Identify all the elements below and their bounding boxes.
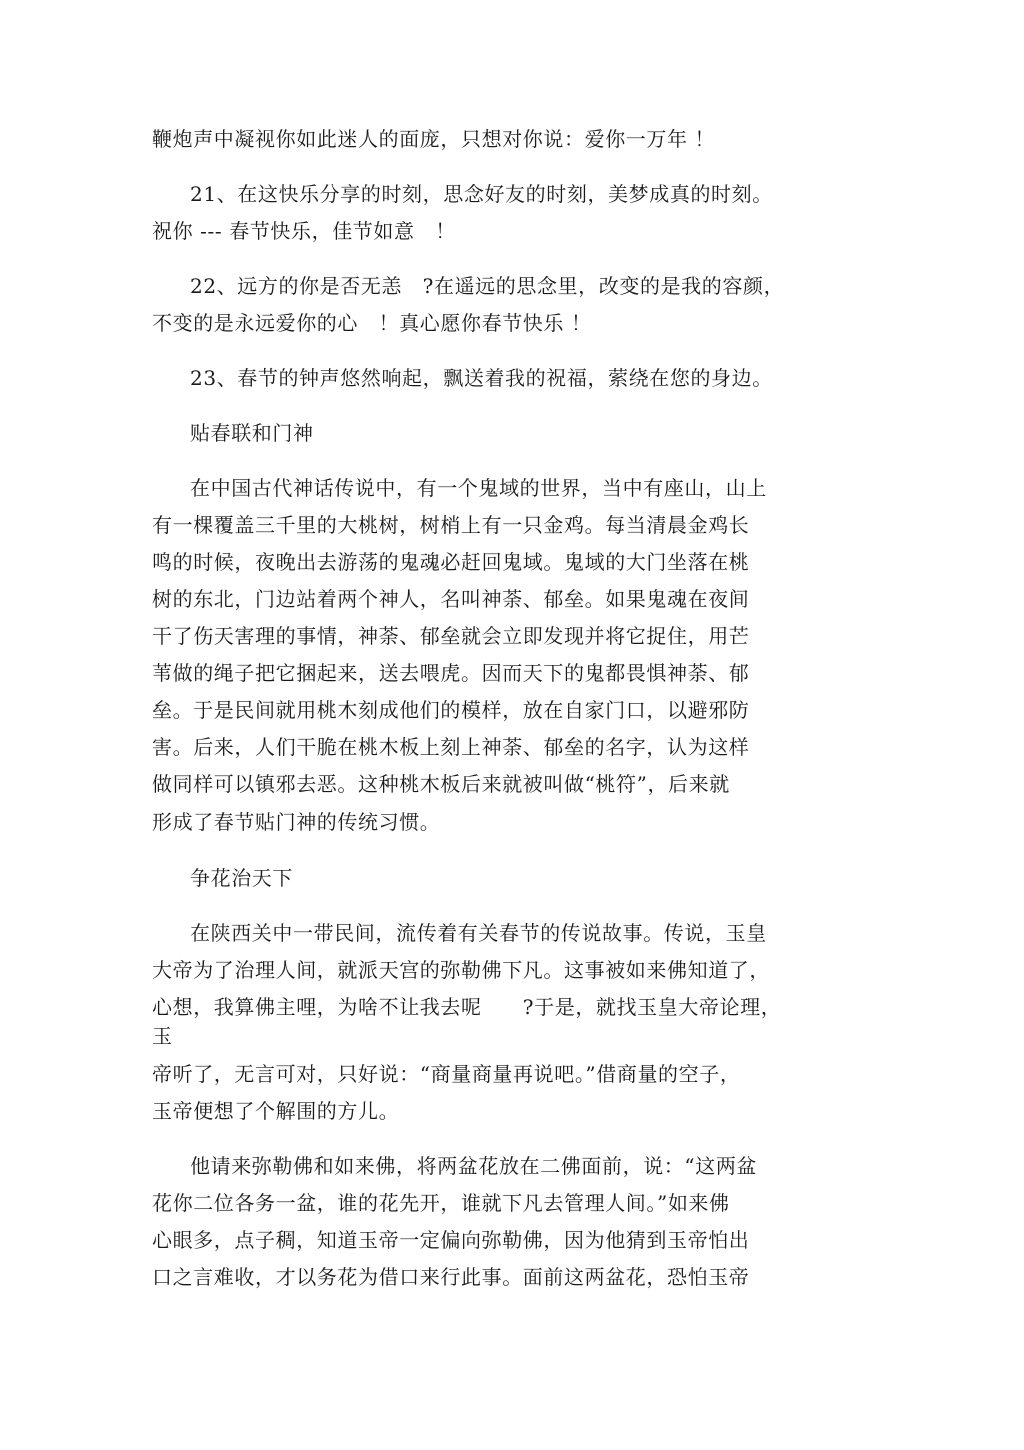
- text-line: 不变的是永远爱你的心 ！真心愿你春节快乐 ！: [152, 311, 592, 335]
- text-line: 口之言难收，才以务花为借口来行此事。面前这两盆花，恐怕玉帝: [152, 1265, 750, 1289]
- text-line: 在中国古代神话传说中，有一个鬼域的世界，当中有座山，山上: [190, 476, 767, 500]
- text-line: 22、远方的你是否无恙 ?在遥远的思念里，改变的是我的容颜，: [190, 274, 785, 298]
- text-line: 鸣的时候，夜晚出去游荡的鬼魂必赶回鬼域。鬼域的大门坐落在桃: [152, 550, 750, 574]
- text-line: 玉: [152, 1024, 173, 1048]
- text-line: 花你二位各务一盆，谁的花先开，谁就下凡去管理人间。”如来佛: [152, 1191, 730, 1215]
- text-line: 大帝为了治理人间，就派天宫的弥勒佛下凡。这事被如来佛知道了，: [152, 958, 770, 982]
- text-line: 心眼多，点子稠，知道玉帝一定偏向弥勒佛，因为他猜到玉帝怕出: [152, 1228, 750, 1252]
- text-line: 有一棵覆盖三千里的大桃树，树梢上有一只金鸡。每当清晨金鸡长: [152, 513, 750, 537]
- section-heading: 贴春联和门神: [190, 421, 314, 445]
- text-line: 垒。于是民间就用桃木刻成他们的模样，放在自家门口，以避邪防: [152, 698, 750, 722]
- section-heading: 争花治天下: [190, 866, 293, 890]
- text-line: 帝听了，无言可对，只好说：“商量商量再说吧。”借商量的空子，: [152, 1062, 741, 1086]
- text-line: 在陕西关中一带民间，流传着有关春节的传说故事。传说，玉皇: [190, 921, 767, 945]
- text-line: 做同样可以镇邪去恶。这种桃木板后来就被叫做“桃符”，后来就: [152, 772, 730, 796]
- text-line: 苇做的绳子把它捆起来，送去喂虎。因而天下的鬼都畏惧神荼、郁: [152, 661, 750, 685]
- text-line: 心想，我算佛主哩，为啥不让我去呢 ?于是，就找玉皇大帝论理，: [152, 995, 782, 1019]
- text-line: 害。后来，人们干脆在桃木板上刻上神荼、郁垒的名字，认为这样: [152, 735, 750, 759]
- text-line: 他请来弥勒佛和如来佛，将两盆花放在二佛面前，说：“这两盆: [190, 1154, 758, 1178]
- text-line: 鞭炮声中凝视你如此迷人的面庞，只想对你说：爱你一万年 ！: [152, 127, 716, 151]
- text-line: 干了伤天害理的事情，神荼、郁垒就会立即发现并将它捉住，用芒: [152, 624, 750, 648]
- text-line: 形成了春节贴门神的传统习惯。: [152, 810, 441, 834]
- text-line: 23、春节的钟声悠然响起，飘送着我的祝福，萦绕在您的身边。: [190, 366, 773, 390]
- text-line: 树的东北，门边站着两个神人，名叫神荼、郁垒。如果鬼魂在夜间: [152, 587, 750, 611]
- text-line: 祝你 --- 春节快乐，佳节如意 ！: [152, 219, 456, 243]
- text-line: 21、在这快乐分享的时刻，思念好友的时刻，美梦成真的时刻。: [190, 182, 773, 206]
- text-line: 玉帝便想了个解围的方儿。: [152, 1099, 400, 1123]
